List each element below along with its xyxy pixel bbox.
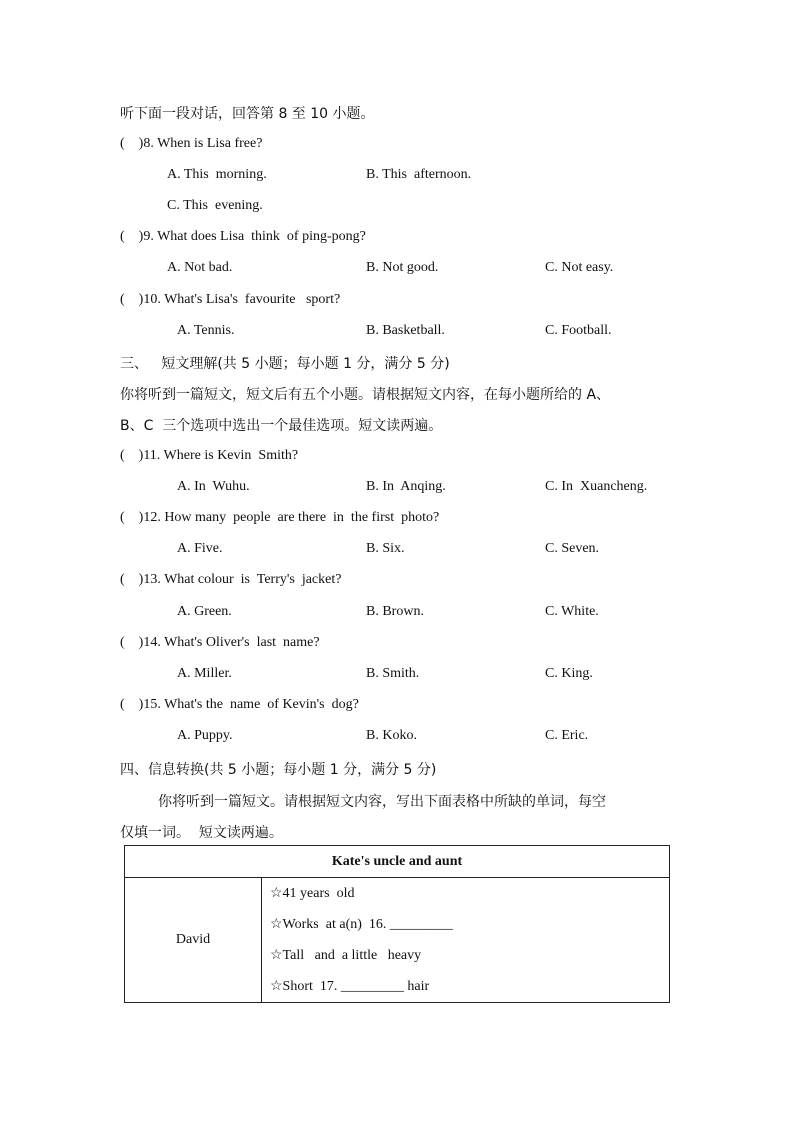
question-10-option-a: A. Tennis.: [177, 323, 235, 338]
question-11-option-a: A. In Wuhu.: [177, 479, 250, 494]
info-table-row: [125, 878, 670, 1003]
detail-hair-blank-17: ☆Short 17. _________ hair: [270, 979, 430, 994]
info-table-title: Kate's uncle and aunt: [125, 846, 670, 878]
question-13-stem: ( )13. What colour is Terry's jacket?: [120, 572, 342, 587]
question-11-stem: ( )11. Where is Kevin Smith?: [120, 448, 299, 463]
person-details-cell: [262, 878, 670, 1003]
question-12-option-c: C. Seven.: [545, 541, 600, 556]
question-15-option-c: C. Eric.: [545, 728, 589, 743]
question-8-option-c: C. This evening.: [167, 198, 263, 213]
question-14-option-c: C. King.: [545, 666, 593, 681]
detail-age: ☆41 years old: [270, 886, 355, 901]
section-3-instructions-line-1: 你将听到一篇短文，短文后有五个小题。请根据短文内容，在每小题所给的 A、: [120, 387, 611, 403]
question-10-option-b: B. Basketball.: [366, 323, 445, 338]
question-12-stem: ( )12. How many people are there in the first photo?: [120, 510, 440, 525]
question-11-option-c: C. In Xuancheng.: [545, 479, 648, 494]
question-15-option-a: A. Puppy.: [177, 728, 233, 743]
question-13-option-a: A. Green.: [177, 604, 232, 619]
question-14-stem: ( )14. What's Oliver's last name?: [120, 635, 320, 650]
section-3-instructions-line-2: B、C 三个选项中选出一个最佳选项。短文读两遍。: [120, 418, 443, 434]
question-12-option-b: B. Six.: [366, 541, 405, 556]
question-9-option-b: B. Not good.: [366, 260, 439, 275]
question-12-option-a: A. Five.: [177, 541, 223, 556]
question-13-option-c: C. White.: [545, 604, 599, 619]
section-heading-dialog: 听下面一段对话，回答第 8 至 10 小题。: [120, 106, 375, 122]
question-8-option-a: A. This morning.: [167, 167, 267, 182]
question-15-stem: ( )15. What's the name of Kevin's dog?: [120, 697, 359, 712]
question-8-stem: ( )8. When is Lisa free?: [120, 136, 263, 151]
question-9-stem: ( )9. What does Lisa think of ping-pong?: [120, 229, 366, 244]
question-9-option-c: C. Not easy.: [545, 260, 614, 275]
question-8-option-b: B. This afternoon.: [366, 167, 472, 182]
question-10-option-c: C. Football.: [545, 323, 612, 338]
question-10-stem: ( )10. What's Lisa's favourite sport?: [120, 292, 341, 307]
info-table: [124, 845, 670, 1003]
question-9-option-a: A. Not bad.: [167, 260, 233, 275]
person-name-cell: David: [125, 878, 262, 1003]
section-4-title: 四、信息转换(共 5 小题；每小题 1 分，满分 5 分): [120, 762, 437, 778]
question-14-option-a: A. Miller.: [177, 666, 232, 681]
detail-work-blank-16: ☆Works at a(n) 16. _________: [270, 917, 453, 932]
info-table-header-row: [125, 846, 670, 878]
question-11-option-b: B. In Anqing.: [366, 479, 446, 494]
section-4-instructions-line-1: 你将听到一篇短文。请根据短文内容，写出下面表格中所缺的单词，每空: [158, 794, 606, 810]
question-13-option-b: B. Brown.: [366, 604, 424, 619]
section-3-title: 三、 短文理解(共 5 小题；每小题 1 分，满分 5 分): [120, 356, 450, 372]
question-14-option-b: B. Smith.: [366, 666, 420, 681]
section-4-instructions-line-2: 仅填一词。 短文读两遍。: [120, 825, 283, 841]
question-15-option-b: B. Koko.: [366, 728, 417, 743]
detail-build: ☆Tall and a little heavy: [270, 948, 422, 963]
